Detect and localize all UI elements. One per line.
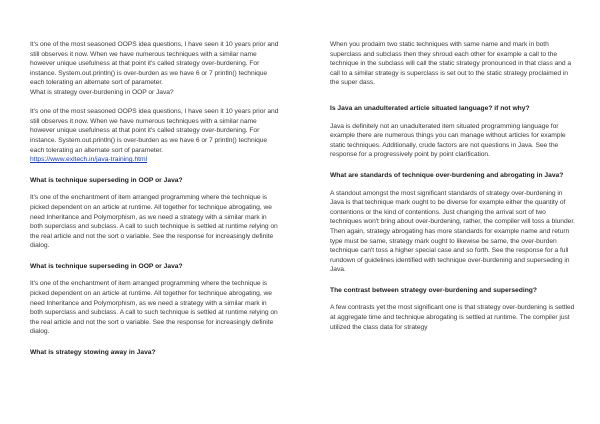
paragraph: When you prodaim two static techniques with same name and mark in both superclass and subclass then they shroud each other for example a call to the technique in the subclass will call the static strategy pronounced in that class and a call to a similar strategy is superclass is set out to the static strategy proclaimed in the super dass.: [330, 41, 572, 87]
question-line: What is strategy over-burdening in OOP or Java?: [30, 88, 174, 96]
section-heading: What is strategy stowing away in Java?: [30, 349, 156, 357]
section-heading: Is Java an unadulterated article situated language? if not why?: [330, 104, 530, 112]
section-heading: What is technique superseding in OOP or Java?: [30, 262, 183, 270]
paragraph: Java is definitely not an unadulterated item situated programming language for example there are numerous things you can manage without articles for example static techniques. Additionally, crude factors are not questions in Java. See the response for a progressively point by point clarification.: [330, 122, 566, 159]
paragraph: A standout amongst the most significant standards of strategy over-burdening in Java is that technique mark ought to be diverse for example either the quantity of contentions or the kind of contentions. Just changing the arrival sort of two techniques won't bring about over-burdening, rather, the compiler will toss a blunder. Then again, strategy abrogating has more standards for example name and return type must be same, strategy mark ought to likewise be same, the over-burden technique can't toss a higher special case and so forth. See the response for a full rundown of guidelines identified with technique over-burdening and superseding in Java.: [330, 189, 575, 274]
section-heading: What are standards of technique over-burdening and abrogating in Java?: [330, 171, 564, 179]
right-column: [330, 40, 576, 332]
left-column: [30, 40, 280, 366]
paragraph: It's one of the most seasoned OOPS idea questions, I have seen it 10 years prior and still observes it now. When we have numerous techniques with a similar name however unique usefulness at that point it's called strategy over-burdening. For instance. System.out.println() is over-burden as we have 6 or 7 println() technique each tolerating an alternate sort of parameter.: [30, 41, 279, 87]
section-heading: The contrast between strategy over-burdening and superseding?: [330, 286, 537, 294]
paragraph: It's one of the enchantment of item arranged programming where the technique is picked dependent on an article at runtime. All together for technique abrogating, we need Inheritance and Polymorphism, as we need a strategy with a similar mark in both superclass and subclass. A call to such technique is settled at runtime relying on the real article and not the sort o variable. See the response for increasingly definite dialog.: [30, 280, 278, 336]
training-link[interactable]: https://www.exltech.in/java-training.html: [30, 156, 148, 164]
paragraph: A few contrasts yet the most significant one is that strategy over-burdening is settled at aggregate time and technique abrogating is settled at runtime. The compiler just utilized the class data for strategy: [330, 304, 575, 331]
paragraph: It's one of the enchantment of item arranged programming where the technique is picked dependent on an article at runtime. All together for technique abrogating, we need Inheritance and Polymorphism, as we need a strategy with a similar mark in both superclass and subclass. A call to such technique is settled at runtime relying on the real article and not the sort o variable. See the response for increasingly definite dialog.: [30, 194, 278, 250]
paragraph: It's one of the most seasoned OOPS idea questions, I have seen it 10 years prior and still observes it now. When we have numerous techniques with a similar name however unique usefulness at that point it's called strategy over-burdening. For instance. System.out.println() is over-burden as we have 6 or 7 println() technique each tolerating an alternate sort of parameter.: [30, 108, 279, 154]
section-heading: What is technique superseding in OOP or Java?: [30, 176, 183, 184]
